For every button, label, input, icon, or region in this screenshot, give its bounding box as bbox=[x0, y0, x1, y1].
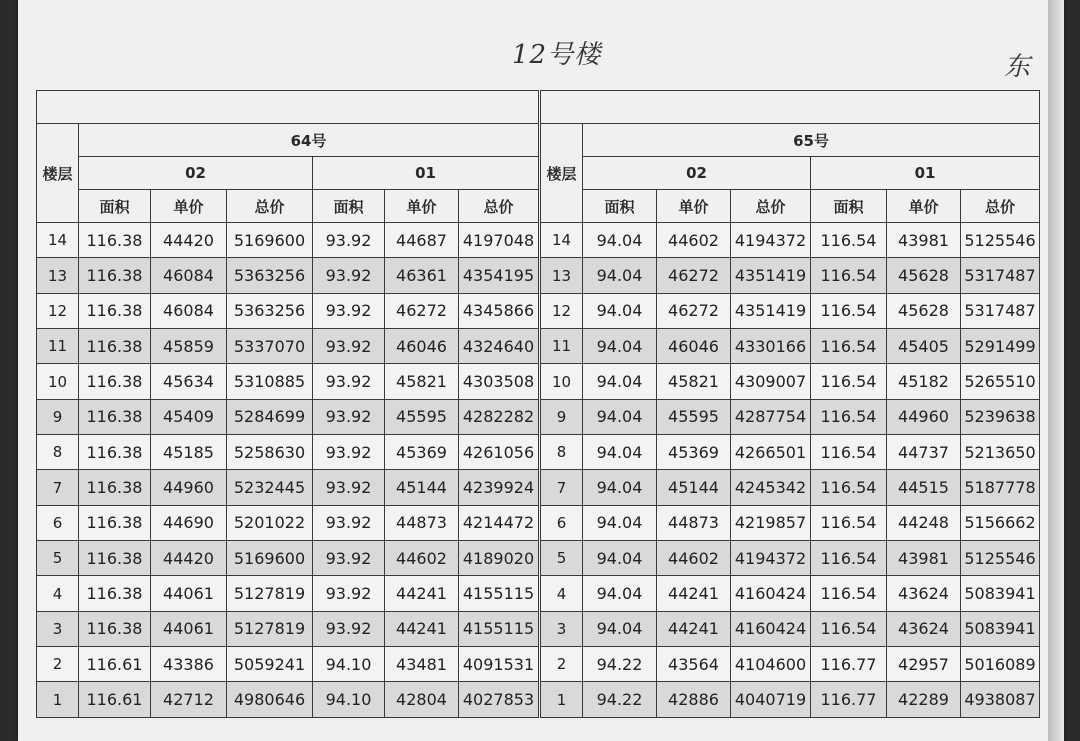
table-cell: 42957 bbox=[887, 647, 961, 682]
table-cell: 45182 bbox=[887, 364, 961, 399]
table-cell: 116.54 bbox=[811, 258, 887, 293]
floor-cell: 10 bbox=[37, 364, 79, 399]
table-cell: 45859 bbox=[151, 329, 227, 364]
unit-header: 01 bbox=[811, 157, 1040, 190]
table-cell: 5317487 bbox=[961, 258, 1040, 293]
table-cell: 94.04 bbox=[583, 576, 657, 611]
unit-header: 02 bbox=[79, 157, 313, 190]
unit-price-header: 单价 bbox=[657, 190, 731, 223]
table-cell: 116.77 bbox=[811, 647, 887, 682]
table-cell: 4160424 bbox=[731, 576, 811, 611]
blank-header-cell bbox=[541, 91, 1040, 124]
table-cell: 5169600 bbox=[227, 223, 313, 258]
table-cell: 5337070 bbox=[227, 329, 313, 364]
floor-cell: 3 bbox=[37, 611, 79, 646]
table-cell: 44690 bbox=[151, 505, 227, 540]
table-cell: 116.38 bbox=[79, 399, 151, 434]
table-cell: 5169600 bbox=[227, 541, 313, 576]
handwritten-direction: 东 bbox=[1004, 52, 1031, 82]
table-cell: 46361 bbox=[385, 258, 459, 293]
floor-cell: 10 bbox=[541, 364, 583, 399]
table-cell: 44960 bbox=[151, 470, 227, 505]
table-cell: 5258630 bbox=[227, 435, 313, 470]
floor-cell: 7 bbox=[37, 470, 79, 505]
building-65-table-wrap bbox=[540, 90, 1039, 718]
table-cell: 116.38 bbox=[79, 611, 151, 646]
table-cell: 4351419 bbox=[731, 293, 811, 328]
table-cell: 4239924 bbox=[459, 470, 539, 505]
table-cell: 94.22 bbox=[583, 647, 657, 682]
table-cell: 94.04 bbox=[583, 223, 657, 258]
table-cell: 4155115 bbox=[459, 576, 539, 611]
table-cell: 94.04 bbox=[583, 293, 657, 328]
table-cell: 116.54 bbox=[811, 505, 887, 540]
table-row bbox=[37, 223, 539, 258]
table-cell: 5125546 bbox=[961, 541, 1040, 576]
floor-cell: 14 bbox=[37, 223, 79, 258]
floor-header: 楼层 bbox=[541, 124, 583, 223]
table-cell: 4938087 bbox=[961, 682, 1040, 718]
table-row bbox=[37, 682, 539, 718]
table-cell: 43624 bbox=[887, 576, 961, 611]
table-row bbox=[37, 399, 539, 434]
table-cell: 116.54 bbox=[811, 541, 887, 576]
table-cell: 45634 bbox=[151, 364, 227, 399]
table-cell: 116.38 bbox=[79, 223, 151, 258]
table-cell: 94.04 bbox=[583, 399, 657, 434]
unit-header: 01 bbox=[313, 157, 539, 190]
table-cell: 46272 bbox=[657, 258, 731, 293]
building-64-table-wrap bbox=[36, 90, 538, 718]
table-cell: 45144 bbox=[657, 470, 731, 505]
total-price-header: 总价 bbox=[731, 190, 811, 223]
area-header: 面积 bbox=[811, 190, 887, 223]
table-cell: 94.10 bbox=[313, 682, 385, 718]
table-row bbox=[37, 329, 539, 364]
floor-cell: 7 bbox=[541, 470, 583, 505]
table-cell: 44602 bbox=[657, 541, 731, 576]
table-row bbox=[541, 399, 1040, 434]
table-cell: 45595 bbox=[385, 399, 459, 434]
table-cell: 45405 bbox=[887, 329, 961, 364]
floor-cell: 6 bbox=[37, 505, 79, 540]
table-cell: 44241 bbox=[657, 576, 731, 611]
table-cell: 116.54 bbox=[811, 470, 887, 505]
table-cell: 93.92 bbox=[313, 576, 385, 611]
table-cell: 43624 bbox=[887, 611, 961, 646]
table-row bbox=[37, 541, 539, 576]
table-cell: 93.92 bbox=[313, 541, 385, 576]
table-cell: 4219857 bbox=[731, 505, 811, 540]
table-cell: 116.38 bbox=[79, 435, 151, 470]
table-cell: 116.54 bbox=[811, 576, 887, 611]
table-cell: 42886 bbox=[657, 682, 731, 718]
table-row bbox=[541, 223, 1040, 258]
table-cell: 44737 bbox=[887, 435, 961, 470]
table-cell: 116.38 bbox=[79, 364, 151, 399]
table-cell: 4197048 bbox=[459, 223, 539, 258]
table-cell: 44420 bbox=[151, 223, 227, 258]
table-cell: 116.61 bbox=[79, 647, 151, 682]
table-cell: 5363256 bbox=[227, 293, 313, 328]
table-cell: 44687 bbox=[385, 223, 459, 258]
table-row bbox=[541, 470, 1040, 505]
table-cell: 94.22 bbox=[583, 682, 657, 718]
table-cell: 116.54 bbox=[811, 611, 887, 646]
table-cell: 116.54 bbox=[811, 435, 887, 470]
floor-cell: 9 bbox=[37, 399, 79, 434]
table-cell: 116.38 bbox=[79, 258, 151, 293]
table-row bbox=[541, 647, 1040, 682]
table-row bbox=[541, 505, 1040, 540]
table-cell: 45369 bbox=[657, 435, 731, 470]
table-cell: 4324640 bbox=[459, 329, 539, 364]
table-cell: 5059241 bbox=[227, 647, 313, 682]
table-row bbox=[37, 647, 539, 682]
table-cell: 44602 bbox=[657, 223, 731, 258]
table-cell: 45628 bbox=[887, 258, 961, 293]
table-cell: 44241 bbox=[657, 611, 731, 646]
table-cell: 4160424 bbox=[731, 611, 811, 646]
table-cell: 93.92 bbox=[313, 435, 385, 470]
floor-cell: 2 bbox=[37, 647, 79, 682]
table-cell: 45185 bbox=[151, 435, 227, 470]
table-cell: 5187778 bbox=[961, 470, 1040, 505]
table-row bbox=[541, 293, 1040, 328]
table-cell: 116.38 bbox=[79, 505, 151, 540]
table-cell: 42804 bbox=[385, 682, 459, 718]
table-row bbox=[37, 364, 539, 399]
table-cell: 116.54 bbox=[811, 329, 887, 364]
table-row bbox=[37, 470, 539, 505]
table-row bbox=[541, 576, 1040, 611]
table-cell: 44248 bbox=[887, 505, 961, 540]
table-row bbox=[541, 611, 1040, 646]
floor-cell: 14 bbox=[541, 223, 583, 258]
table-cell: 116.77 bbox=[811, 682, 887, 718]
table-cell: 46272 bbox=[385, 293, 459, 328]
table-cell: 44602 bbox=[385, 541, 459, 576]
table-row bbox=[37, 576, 539, 611]
table-cell: 94.04 bbox=[583, 435, 657, 470]
table-cell: 4155115 bbox=[459, 611, 539, 646]
table-cell: 94.04 bbox=[583, 505, 657, 540]
table-cell: 4354195 bbox=[459, 258, 539, 293]
table-cell: 5291499 bbox=[961, 329, 1040, 364]
table-cell: 4245342 bbox=[731, 470, 811, 505]
table-cell: 4189020 bbox=[459, 541, 539, 576]
floor-cell: 1 bbox=[37, 682, 79, 718]
floor-cell: 13 bbox=[37, 258, 79, 293]
floor-cell: 13 bbox=[541, 258, 583, 293]
table-cell: 94.04 bbox=[583, 470, 657, 505]
table-cell: 4980646 bbox=[227, 682, 313, 718]
floor-cell: 11 bbox=[541, 329, 583, 364]
table-cell: 94.04 bbox=[583, 258, 657, 293]
table-cell: 116.38 bbox=[79, 470, 151, 505]
table-cell: 4282282 bbox=[459, 399, 539, 434]
table-cell: 4351419 bbox=[731, 258, 811, 293]
table-cell: 94.04 bbox=[583, 611, 657, 646]
table-cell: 4303508 bbox=[459, 364, 539, 399]
table-cell: 5232445 bbox=[227, 470, 313, 505]
floor-cell: 8 bbox=[37, 435, 79, 470]
table-cell: 45595 bbox=[657, 399, 731, 434]
table-cell: 4261056 bbox=[459, 435, 539, 470]
area-header: 面积 bbox=[313, 190, 385, 223]
unit-price-header: 单价 bbox=[151, 190, 227, 223]
building-name: 64号 bbox=[79, 124, 539, 157]
table-cell: 5265510 bbox=[961, 364, 1040, 399]
floor-cell: 2 bbox=[541, 647, 583, 682]
floor-header: 楼层 bbox=[37, 124, 79, 223]
table-row bbox=[541, 682, 1040, 718]
table-cell: 42289 bbox=[887, 682, 961, 718]
table-cell: 5083941 bbox=[961, 611, 1040, 646]
table-cell: 43481 bbox=[385, 647, 459, 682]
table-cell: 4194372 bbox=[731, 541, 811, 576]
price-table-building-0 bbox=[36, 90, 539, 718]
table-cell: 5284699 bbox=[227, 399, 313, 434]
table-cell: 116.38 bbox=[79, 329, 151, 364]
table-cell: 94.10 bbox=[313, 647, 385, 682]
floor-cell: 4 bbox=[37, 576, 79, 611]
table-row bbox=[541, 541, 1040, 576]
table-cell: 46046 bbox=[385, 329, 459, 364]
table-cell: 93.92 bbox=[313, 329, 385, 364]
table-cell: 4345866 bbox=[459, 293, 539, 328]
table-row bbox=[541, 258, 1040, 293]
table-cell: 93.92 bbox=[313, 505, 385, 540]
table-cell: 116.54 bbox=[811, 293, 887, 328]
table-cell: 4287754 bbox=[731, 399, 811, 434]
handwritten-building-title: 12号楼 bbox=[512, 40, 602, 70]
table-cell: 44873 bbox=[385, 505, 459, 540]
table-cell: 93.92 bbox=[313, 258, 385, 293]
table-cell: 44061 bbox=[151, 611, 227, 646]
table-cell: 4091531 bbox=[459, 647, 539, 682]
table-row bbox=[37, 293, 539, 328]
table-cell: 5127819 bbox=[227, 576, 313, 611]
table-cell: 43564 bbox=[657, 647, 731, 682]
table-cell: 42712 bbox=[151, 682, 227, 718]
table-cell: 94.04 bbox=[583, 364, 657, 399]
table-cell: 5083941 bbox=[961, 576, 1040, 611]
unit-price-header: 单价 bbox=[887, 190, 961, 223]
table-cell: 43981 bbox=[887, 223, 961, 258]
table-cell: 116.38 bbox=[79, 576, 151, 611]
table-cell: 116.38 bbox=[79, 541, 151, 576]
table-row bbox=[541, 364, 1040, 399]
unit-header: 02 bbox=[583, 157, 811, 190]
area-header: 面积 bbox=[583, 190, 657, 223]
table-cell: 5213650 bbox=[961, 435, 1040, 470]
table-cell: 4266501 bbox=[731, 435, 811, 470]
table-cell: 5125546 bbox=[961, 223, 1040, 258]
table-cell: 5317487 bbox=[961, 293, 1040, 328]
table-cell: 46272 bbox=[657, 293, 731, 328]
floor-cell: 9 bbox=[541, 399, 583, 434]
area-header: 面积 bbox=[79, 190, 151, 223]
table-cell: 4194372 bbox=[731, 223, 811, 258]
table-cell: 45144 bbox=[385, 470, 459, 505]
table-row bbox=[37, 611, 539, 646]
table-cell: 44873 bbox=[657, 505, 731, 540]
total-price-header: 总价 bbox=[227, 190, 313, 223]
table-cell: 5156662 bbox=[961, 505, 1040, 540]
table-cell: 5363256 bbox=[227, 258, 313, 293]
price-table-building-1 bbox=[540, 90, 1040, 718]
total-price-header: 总价 bbox=[459, 190, 539, 223]
floor-cell: 12 bbox=[37, 293, 79, 328]
table-row bbox=[37, 435, 539, 470]
table-cell: 93.92 bbox=[313, 611, 385, 646]
table-cell: 4027853 bbox=[459, 682, 539, 718]
table-cell: 5310885 bbox=[227, 364, 313, 399]
floor-cell: 11 bbox=[37, 329, 79, 364]
table-row bbox=[37, 505, 539, 540]
table-cell: 44420 bbox=[151, 541, 227, 576]
table-cell: 46084 bbox=[151, 258, 227, 293]
table-cell: 5016089 bbox=[961, 647, 1040, 682]
table-cell: 44960 bbox=[887, 399, 961, 434]
table-cell: 43386 bbox=[151, 647, 227, 682]
table-cell: 5201022 bbox=[227, 505, 313, 540]
table-cell: 44061 bbox=[151, 576, 227, 611]
table-cell: 94.04 bbox=[583, 329, 657, 364]
floor-cell: 6 bbox=[541, 505, 583, 540]
table-cell: 93.92 bbox=[313, 293, 385, 328]
table-cell: 4040719 bbox=[731, 682, 811, 718]
table-cell: 45409 bbox=[151, 399, 227, 434]
table-cell: 116.61 bbox=[79, 682, 151, 718]
table-cell: 45628 bbox=[887, 293, 961, 328]
table-cell: 45821 bbox=[657, 364, 731, 399]
table-cell: 4309007 bbox=[731, 364, 811, 399]
table-cell: 5239638 bbox=[961, 399, 1040, 434]
floor-cell: 4 bbox=[541, 576, 583, 611]
table-cell: 116.54 bbox=[811, 399, 887, 434]
table-cell: 46046 bbox=[657, 329, 731, 364]
table-cell: 116.54 bbox=[811, 364, 887, 399]
floor-cell: 1 bbox=[541, 682, 583, 718]
table-cell: 5127819 bbox=[227, 611, 313, 646]
floor-cell: 8 bbox=[541, 435, 583, 470]
table-row bbox=[541, 435, 1040, 470]
table-cell: 93.92 bbox=[313, 399, 385, 434]
floor-cell: 12 bbox=[541, 293, 583, 328]
price-table-sheet bbox=[36, 90, 1039, 718]
table-cell: 116.54 bbox=[811, 223, 887, 258]
building-name: 65号 bbox=[583, 124, 1040, 157]
blank-header-cell bbox=[37, 91, 539, 124]
floor-cell: 3 bbox=[541, 611, 583, 646]
floor-cell: 5 bbox=[541, 541, 583, 576]
table-row bbox=[541, 329, 1040, 364]
table-cell: 93.92 bbox=[313, 470, 385, 505]
table-cell: 93.92 bbox=[313, 223, 385, 258]
table-cell: 44515 bbox=[887, 470, 961, 505]
table-cell: 4330166 bbox=[731, 329, 811, 364]
total-price-header: 总价 bbox=[961, 190, 1040, 223]
table-row bbox=[37, 258, 539, 293]
table-cell: 46084 bbox=[151, 293, 227, 328]
table-cell: 116.38 bbox=[79, 293, 151, 328]
table-cell: 94.04 bbox=[583, 541, 657, 576]
table-cell: 93.92 bbox=[313, 364, 385, 399]
table-cell: 45369 bbox=[385, 435, 459, 470]
binder-edge bbox=[1048, 0, 1064, 741]
table-cell: 44241 bbox=[385, 576, 459, 611]
table-cell: 45821 bbox=[385, 364, 459, 399]
floor-cell: 5 bbox=[37, 541, 79, 576]
unit-price-header: 单价 bbox=[385, 190, 459, 223]
table-cell: 4104600 bbox=[731, 647, 811, 682]
table-cell: 4214472 bbox=[459, 505, 539, 540]
table-cell: 43981 bbox=[887, 541, 961, 576]
table-cell: 44241 bbox=[385, 611, 459, 646]
